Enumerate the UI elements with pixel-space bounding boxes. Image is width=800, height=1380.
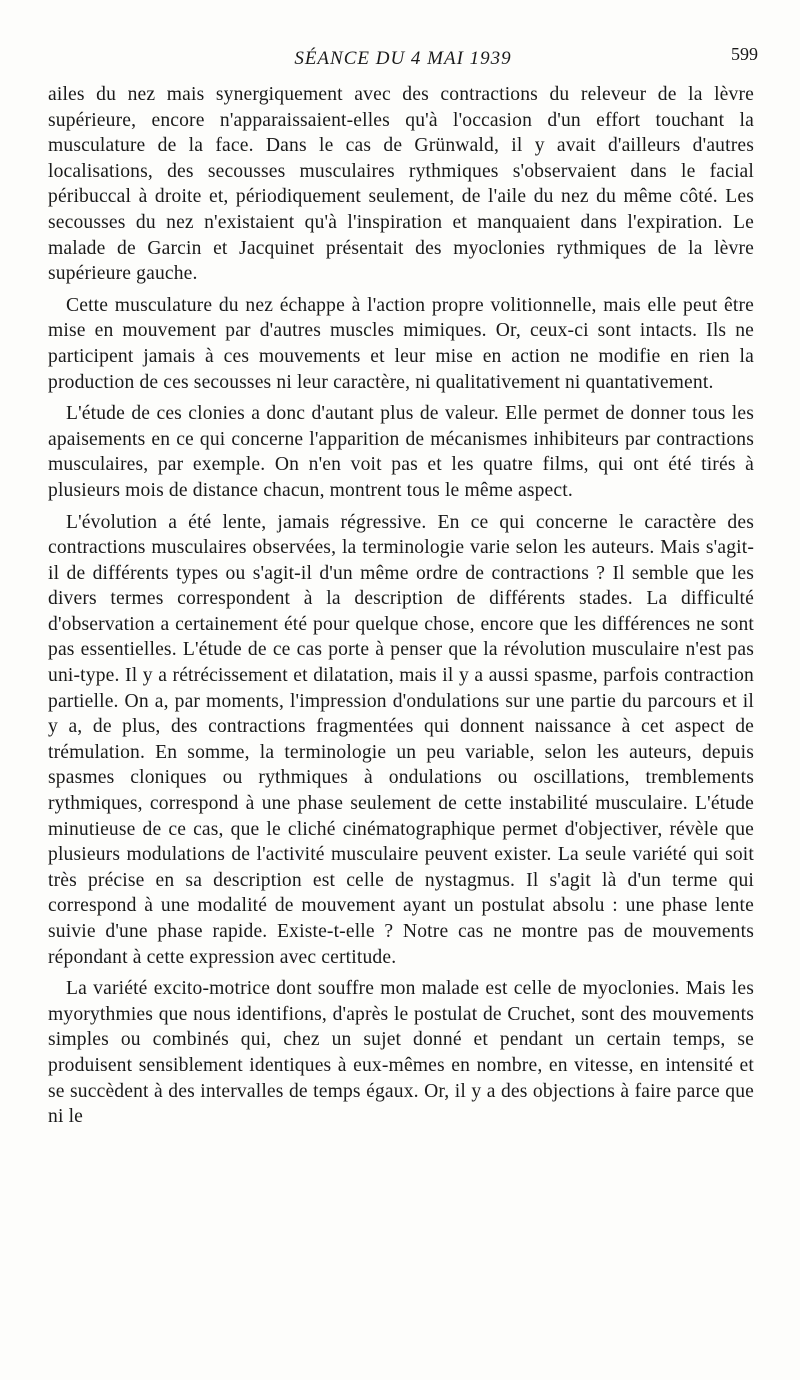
paragraph: Cette musculature du nez échappe à l'action propre volitionnelle, mais elle peut être mise en mouvement par d'autres muscles mimiques. Or, ceux-ci sont intacts. Ils ne participent jamais à ces mouvements et leur mise en action ne modifie en rien la production de ces secousses ni leur caractère, ni qualitativement ni quantativement. bbox=[48, 294, 754, 393]
running-header bbox=[48, 44, 758, 74]
paragraph: ailes du nez mais synergiquement avec des contractions du releveur de la lèvre supérieure, encore n'apparaissaient-elles qu'à l'occasion d'un effort touchant la musculature de la face. Dans le cas de Grünwald, il y avait d'ailleurs d'autres localisations, des secousses musculaires rythmiques s'observaient dans le facial péribuccal à droite et, périodiquement seulement, de l'aile du nez du même côté. Les secousses du nez n'existaient qu'à l'inspiration et manquaient dans l'expiration. Le malade de Garcin et Jacquinet présentait des myoclonies rythmiques de la lèvre supérieure gauche. bbox=[48, 84, 754, 285]
paragraph: La variété excito-motrice dont souffre mon malade est celle de myoclonies. Mais les myorythmies que nous identifions, d'après le postulat de Cruchet, sont des mouvements simples ou combinés qui, chez un sujet donné et pendant un certain temps, se produisent sensiblement identiques à eux-mêmes en nombre, en vitesse, en intensité et se succèdent à des intervalles de temps égaux. Or, il y a des objections à faire parce que ni le bbox=[48, 978, 754, 1128]
body-text bbox=[48, 82, 754, 1136]
running-title: SÉANCE DU 4 MAI 1939 bbox=[294, 48, 512, 69]
page-number: 599 bbox=[731, 44, 758, 64]
paragraph: L'étude de ces clonies a donc d'autant plus de valeur. Elle permet de donner tous les apaisements en ce qui concerne l'apparition de mécanismes inhibiteurs par contractions musculaires, par exemple. On n'en voit pas et les quatre films, qui ont été tirés à plusieurs mois de distance chacun, montrent tous le même aspect. bbox=[48, 403, 754, 501]
paragraph: L'évolution a été lente, jamais régressive. En ce qui concerne le caractère des contractions musculaires observées, la terminologie varie selon les auteurs. Mais s'agit-il de différents types ou s'agit-il d'un même ordre de contractions ? Il semble que les divers termes correspondent à la description de différents stades. La difficulté d'observation a certainement été pour quelque chose, encore que les différences ne sont pas essentielles. L'étude de ce cas porte à penser que la révolution musculaire n'est pas uni-type. Il y a rétrécissement et dilatation, mais il y a aussi spasme, parfois contraction partielle. On a, par moments, l'impression d'ondulations sur une partie du parcours et il y a, de plus, des contractions fragmentées qui donnent naissance à cet aspect de trémulation. En somme, la terminologie un peu variable, selon les auteurs, depuis spasmes cloniques ou rythmiques à ondulations ou oscillations, tremblements rythmiques, correspond à une phase seulement de cette instabilité musculaire. L'étude minutieuse de ce cas, que le cliché cinématographique permet d'objectiver, révèle que plusieurs modulations de l'activité musculaire peuvent exister. La seule variété qui soit très précise en sa description est celle de nystagmus. Il s'agit là d'un terme qui correspond à une modalité de mouvement ayant un postulat absolu : une phase lente suivie d'une phase rapide. Existe-t-elle ? Notre cas ne montre pas de mouvements répondant à cette expression avec certitude. bbox=[48, 511, 754, 968]
